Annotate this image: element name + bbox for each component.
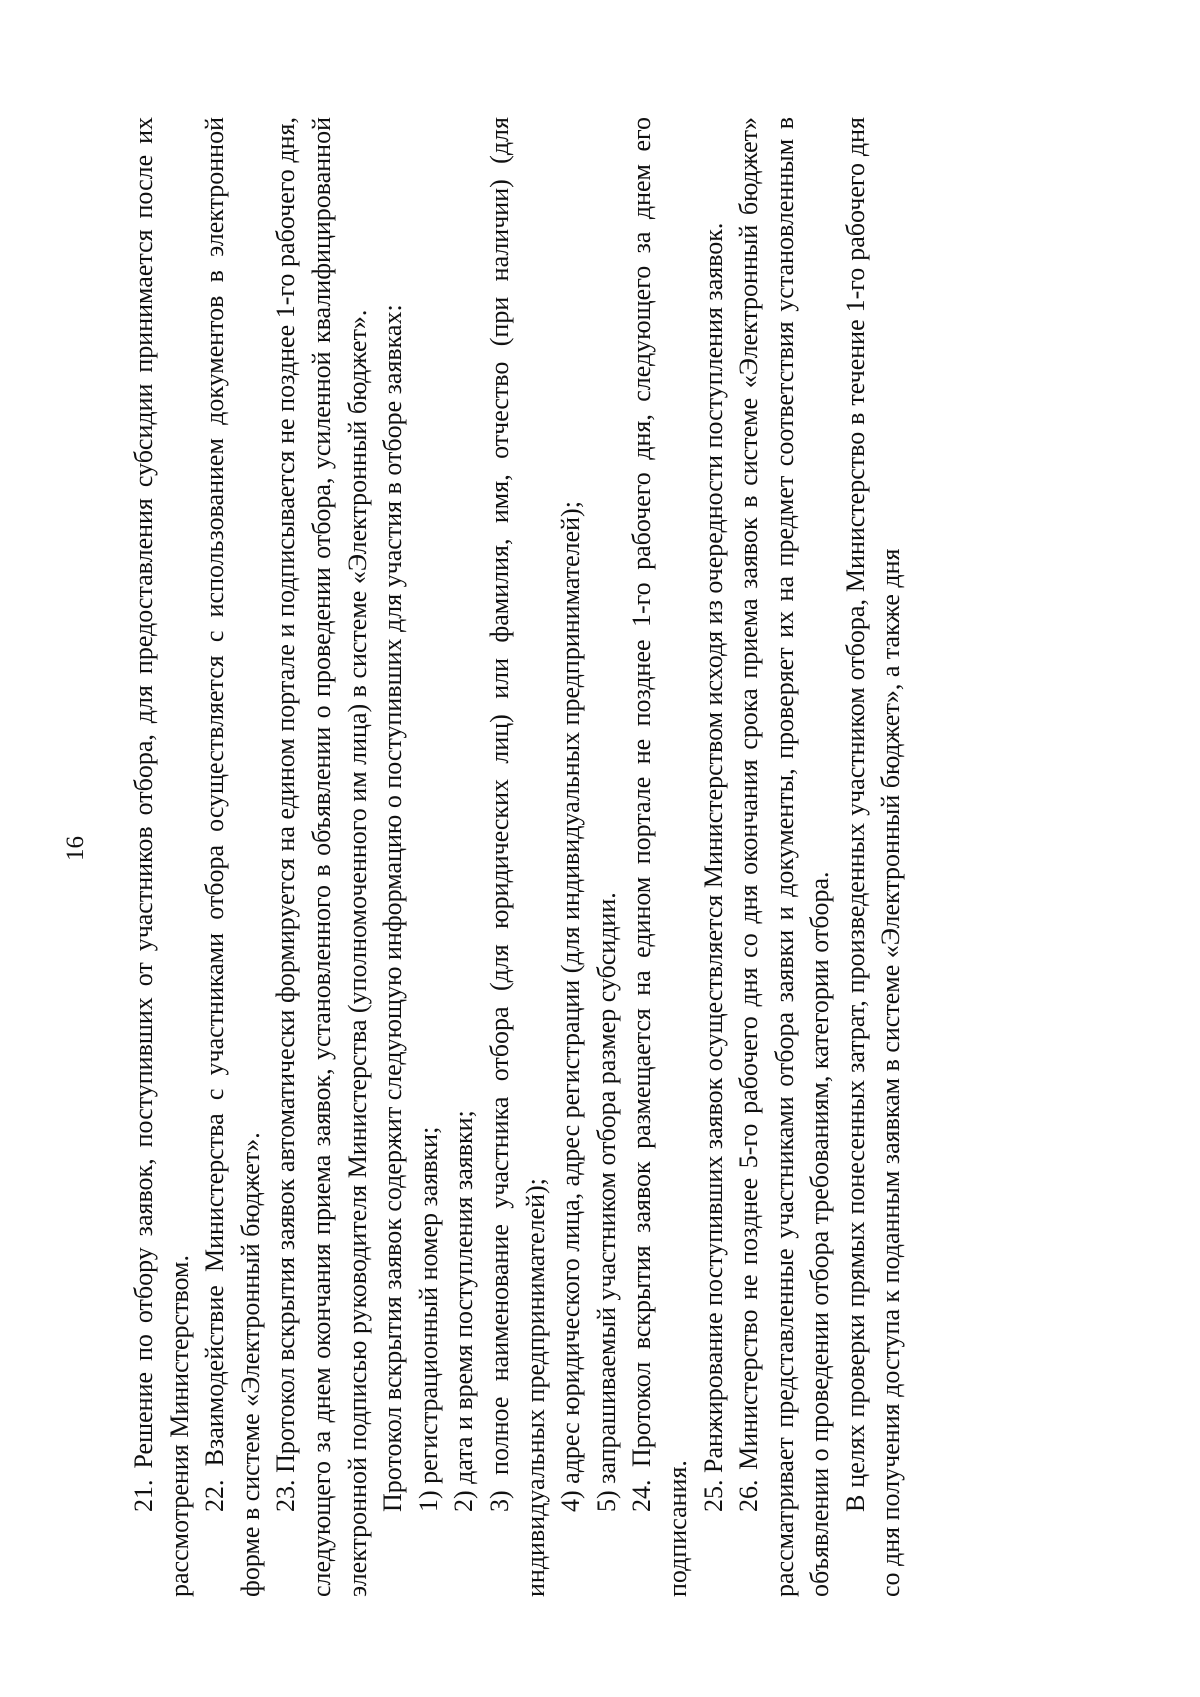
list-item-subsidy-amount: 5) запрашиваемый участником отбора размер субсидии. <box>591 892 621 1512</box>
list-item-address: 4) адрес юридического лица, адрес регистрации (для индивидуальных предпринимателей); <box>556 501 586 1512</box>
paragraph-cost-verification: В целях проверки прямых понесенных затрат, произведенных участником отбора, Министерство в течение 1-го рабочего дня со дня получения доступа к поданным заявкам в системе «Электронный бюджет», а также дня <box>840 117 906 1597</box>
page-number: 16 <box>62 836 89 861</box>
document-body <box>126 117 909 1597</box>
paragraph-protocol-contents: Протокол вскрытия заявок содержит следующую информацию о поступивших для участия в отборе заявках: <box>378 304 408 1512</box>
paragraph-26-review: 26. Министерство не позднее 5-го рабочего дня со дня окончания срока приема заявок в системе «Электронный бюджет» рассматривает представленные участниками отбора заявки и документы, проверяет их на предмет соответствия установленным в объявлении о проведении отбора требованиям, категории отбора. <box>734 117 835 1597</box>
list-item-date-time: 2) дата и время поступления заявки; <box>449 1110 479 1512</box>
paragraph-22-interaction: 22. Взаимодействие Министерства с участниками отбора осуществляется с использованием документов в электронной форме в системе «Электронный бюджет». <box>200 117 265 1597</box>
paragraph-23-protocol: 23. Протокол вскрытия заявок автоматически формируется на едином портале и подписывается не позднее 1-го рабочего дня, следующего за днем окончания приема заявок, установленного в объявлении о проведении отбора, усиленной квалифицированной электронной подписью руководителя Министерства (уполномоченного им лица) в системе «Электронный бюджет». <box>271 117 372 1597</box>
paragraph-25-ranking: 25. Ранжирование поступивших заявок осуществляется Министерством исходя из очередности поступления заявок. <box>698 222 728 1512</box>
list-item-registration-number: 1) регистрационный номер заявки; <box>413 1126 443 1512</box>
list-item-full-name: 3) полное наименование участника отбора (для юридических лиц) или фамилия, имя, отчество (при наличии) (для индивидуальных предпринимателей); <box>484 117 550 1597</box>
paragraph-21-decision: 21. Решение по отбору заявок, поступивших от участников отбора, для предоставления субсидии принимается после их рассмотрения Министерством. <box>129 117 194 1597</box>
paragraph-24-publication: 24. Протокол вскрытия заявок размещается на едином портале не позднее 1-го рабочего дня, следующего за днем его подписания. <box>627 117 692 1597</box>
